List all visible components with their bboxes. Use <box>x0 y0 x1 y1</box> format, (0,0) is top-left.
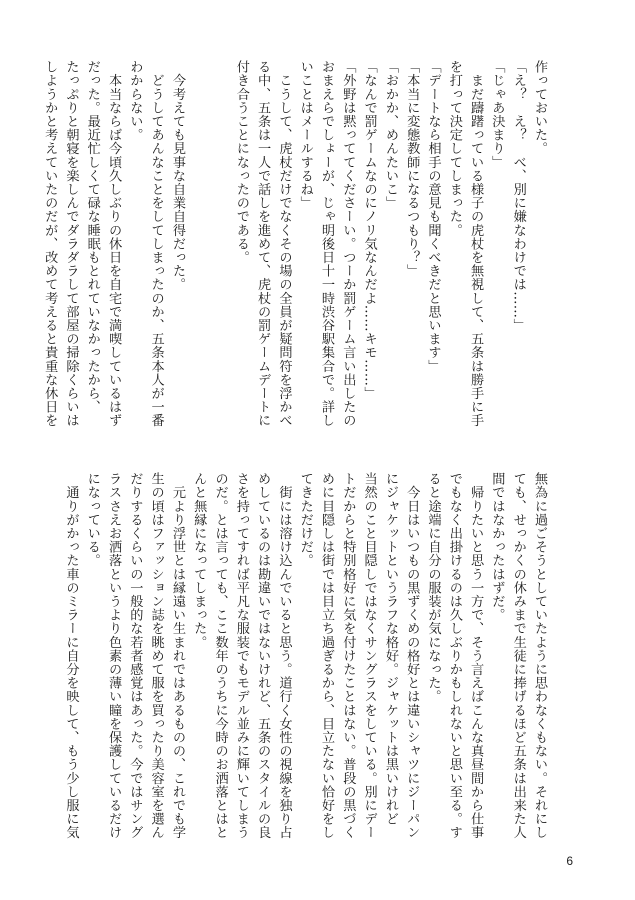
lower-text-column: ラスさえお洒落というより色素の薄い瞳を保護しているだけ <box>106 472 122 840</box>
lower-text-column: にジャケットというラフな格好。ジャケットは黒いけれど <box>382 472 398 826</box>
upper-text-column: 「外野は黙っててくださーい。つーか罰ゲーム言い出したの <box>340 60 356 428</box>
upper-text-column <box>188 60 209 432</box>
upper-text-column: 「じゃあ決まり」 <box>489 60 505 169</box>
upper-text-column: 今考えても見事な自業自得だった。 <box>169 60 185 292</box>
upper-text-column: だった。最近忙しくて碌な睡眠もとれていなかったから、 <box>84 60 100 414</box>
upper-text-column: どうしてあんなことをしてしまったのか、五条本人が一番 <box>148 60 164 428</box>
lower-text-block <box>63 472 550 844</box>
upper-text-column: 「おかか、めんたいこ」 <box>382 60 398 210</box>
upper-text-column: まだ躊躇っている様子の虎杖を無視して、五条は勝手に手 <box>468 60 484 428</box>
lower-text-column: でもなく出掛けるのは久しぶりかもしれないと思い至る。す <box>446 472 462 840</box>
lower-text-column: だりするくらいの一般的な若者感覚はあった。今ではサング <box>127 472 143 840</box>
upper-text-column: こうして、虎杖だけでなくその場の全員が疑問符を浮かべ <box>276 60 292 428</box>
lower-text-column: 無為に過ごそうとしていたように思わなくもない。それにし <box>532 472 547 840</box>
lower-text-column: 生の頃はファッション誌を眺めて服を買ったり美容室を選ん <box>148 472 164 840</box>
lower-text-column: めに目隠しは街では目立ち過ぎるから、目立たない恰好をし <box>319 472 335 840</box>
upper-text-column: 「本当に変態教師になるつもり？」 <box>404 60 420 278</box>
page-number: 6 <box>566 854 573 868</box>
lower-text-column: 間ではなかったはずだ。 <box>489 472 505 622</box>
upper-text-column: しようかと考えていたのだが、改めて考えると貴重な休日を <box>42 60 58 428</box>
lower-text-column: さを持ってすれば平凡な服装でもモデル並みに輝いてしまう <box>233 472 249 840</box>
lower-text-column: てきただけだ。 <box>297 472 313 568</box>
upper-text-column: 「なんで罰ゲームなのにノリ気なんだよ……キモ……」 <box>361 60 377 400</box>
upper-text-column: たっぷりと朝寝を楽しんでダラダラして部屋の掃除くらいは <box>63 60 79 428</box>
upper-text-block <box>42 60 550 432</box>
upper-text-column: おまえらでしょーが、じゃ明後日十一時渋谷駅集合で。詳し <box>319 60 335 428</box>
lower-text-column: トだからと特別格好に気を付けたことはない。普段の黒づく <box>340 472 356 840</box>
lower-text-column: 当然のこと目隠しではなくサングラスをしている。別にデー <box>361 472 377 840</box>
lower-text-column: になっている。 <box>84 472 100 568</box>
upper-text-column: 「デートなら相手の意見も聞くべきだと思います」 <box>425 60 441 373</box>
lower-text-column: 通りがかった車のミラーに自分を映して、もう少し服に気 <box>63 472 79 840</box>
lower-text-column: 元より浮世とは縁遠い生まれではあるものの、これでも学 <box>169 472 185 840</box>
upper-text-column: いことはメールするね」 <box>297 60 313 210</box>
lower-text-column: んと無縁になってしまった。 <box>191 472 207 649</box>
lower-text-column: 帰りたいと思う一方で、そう言えばこんな真昼間から仕事 <box>468 472 484 840</box>
upper-text-column: 付き合うことになったのである。 <box>233 60 249 264</box>
upper-text-column: わからない。 <box>127 60 143 142</box>
upper-text-column: 本当ならば今頃久しぶりの休日を自宅で満喫しているはず <box>106 60 122 428</box>
upper-text-column: を打って決定してしまった。 <box>446 60 462 237</box>
upper-text-column: 作っておいた。 <box>532 60 547 156</box>
lower-text-column: めしているのは勘違いではないけれど、五条のスタイルの良 <box>255 472 271 840</box>
upper-text-column <box>209 60 230 432</box>
lower-text-column: のだ。とは言っても、ここ数年のうちに今時のお洒落とはと <box>212 472 228 840</box>
lower-text-column: 今日はいつもの黒ずくめの格好とは違いシャツにジーパン <box>404 472 420 840</box>
upper-text-column: る中、五条は一人で話しを進めて、虎杖の罰ゲームデートに <box>255 60 271 428</box>
lower-text-column: ると途端に自分の服装が気になった。 <box>425 472 441 704</box>
lower-text-column: 街には溶け込んでいると思う。道行く女性の視線を独り占 <box>276 472 292 840</box>
upper-text-column: 「え？ え？ べ、別に嫌なわけでは……」 <box>510 60 526 332</box>
lower-text-column: ても、せっかくの休みまで生徒に捧げるほど五条は出来た人 <box>510 472 526 840</box>
